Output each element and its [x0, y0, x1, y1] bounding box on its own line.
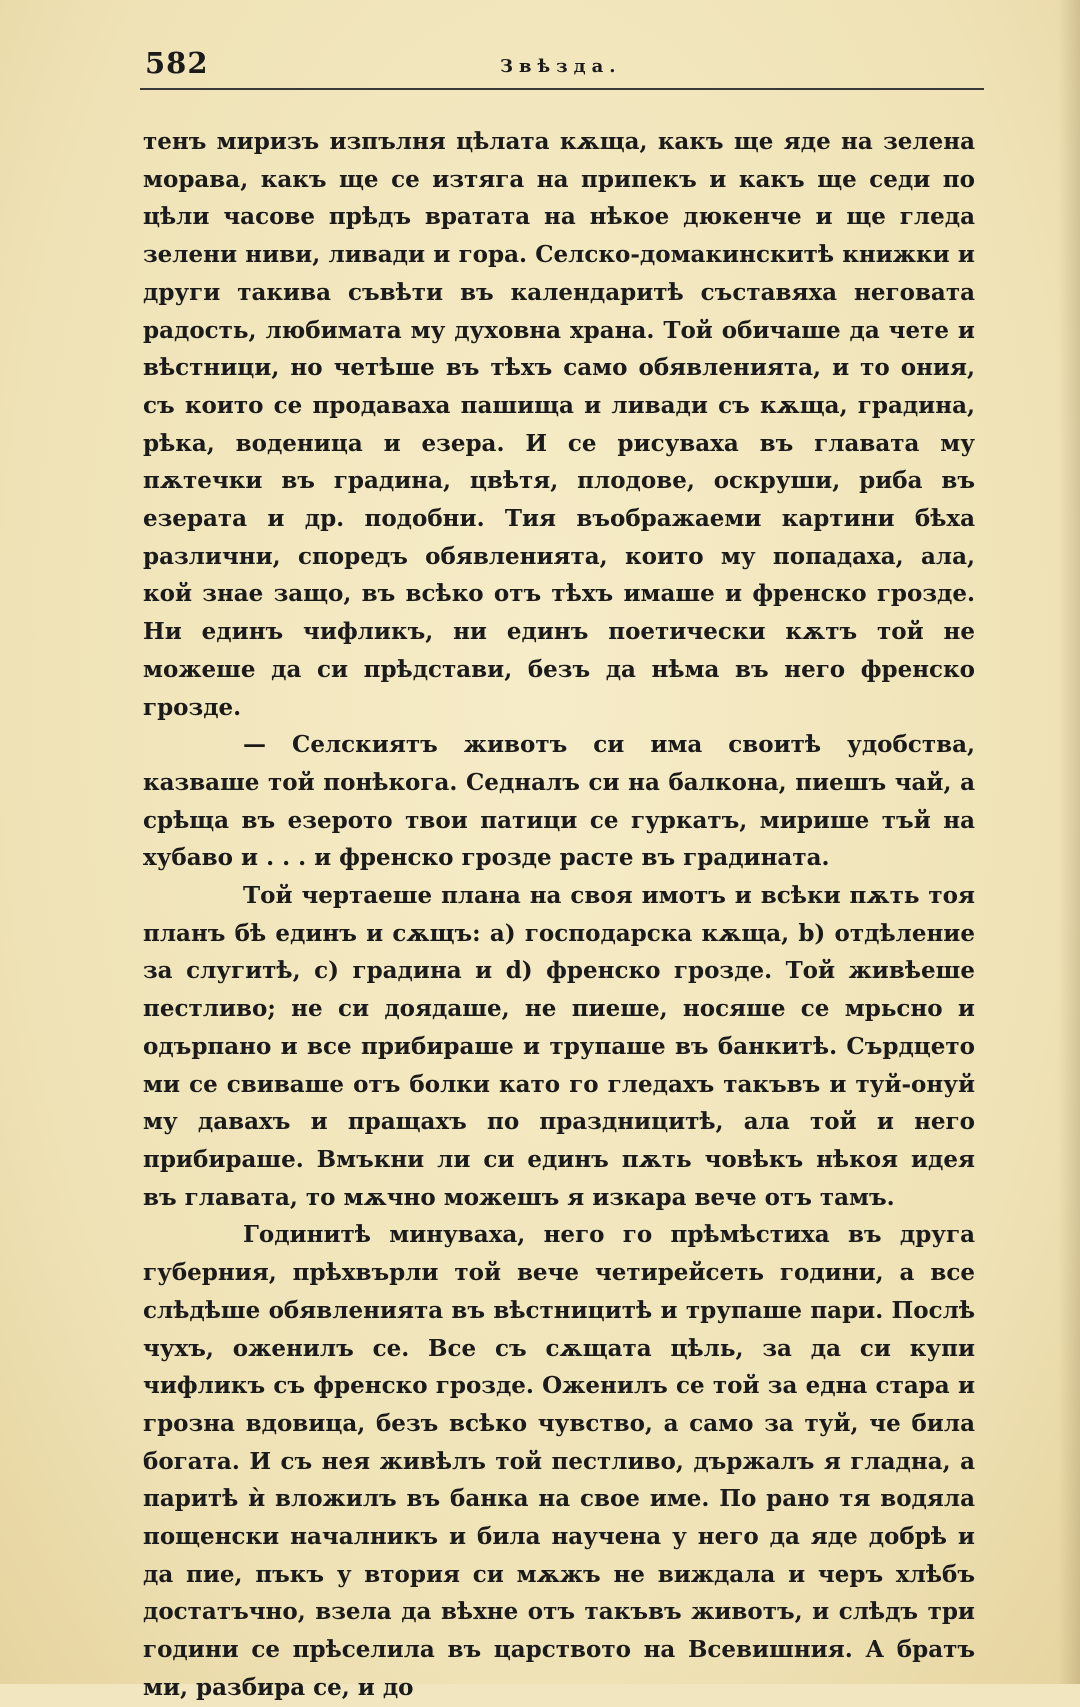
page-header	[145, 46, 979, 90]
header-rule	[140, 88, 984, 90]
page-edge-shadow	[1058, 0, 1080, 1684]
page-number: 582	[145, 46, 209, 80]
body-text	[143, 123, 975, 1707]
running-title: Звѣзда.	[500, 56, 622, 77]
paragraph-3: Той чертаеше плана на своя имотъ и всѣки пѫть тоя планъ бѣ единъ и сѫщъ: a) господарска кѫща, b) отдѣление за слугитѣ, c) градина и d) френско грозде. Той живѣеше пестливо; не си доядаше, не пиеше, носяше се мрьсно и одърпано и все прибираше и трупаше въ банкитѣ. Сърдцето ми се свиваше отъ болки като го гледахъ такъвъ и туй-онуй му давахъ и пращахъ по праздницитѣ, ала той и него прибираше. Вмъкни ли си единъ пѫть човѣкъ нѣкоя идея въ главата, то мѫчно можешъ я изкара вече отъ тамъ.	[143, 882, 975, 1211]
paragraph-2: — Селскиятъ животъ си има своитѣ удобства, казваше той понѣкога. Седналъ си на балкона, пиешъ чай, а срѣща въ езерото твои патици се гуркатъ, мирише тъй на хубаво и . . . и френско грозде расте въ градината.	[143, 731, 975, 872]
paragraph-4: Годинитѣ минуваха, него го прѣмѣстиха въ друга губерния, прѣхвърли той вече четирейсеть години, а все слѣдѣше обявленията въ вѣстницитѣ и трупаше пари. Послѣ чухъ, оженилъ се. Все съ сѫщата цѣль, за да си купи чифликъ съ френско грозде. Оженилъ се той за една стара и грозна вдовица, безъ всѣко чувство, а само за туй, че била богата. И съ нея живѣлъ той пестливо, държалъ я гладна, а паритѣ ѝ вложилъ въ банка на свое име. По рано тя водяла пощенски началникъ и била научена у него да яде добрѣ и да пие, пъкъ у втория си мѫжъ не виждала и черъ хлѣбъ достатъчно, взела да вѣхне отъ такъвъ животъ, и слѣдъ три години се прѣселила въ царството на Всевишния. А братъ ми, разбира се, и до	[143, 1221, 975, 1701]
paragraph-1: тенъ миризъ изпълня цѣлата кѫща, какъ ще яде на зелена морава, какъ ще се изтяга на припекъ и какъ ще седи по цѣли часове прѣдъ вратата на нѣкое дюкенче и ще гледа зелени ниви, ливади и гора. Селско-домакинскитѣ книжки и други такива съвѣти въ календаритѣ съставяха неговата радость, любимата му духовна храна. Той обичаше да чете и вѣстници, но четѣше въ тѣхъ само обявленията, и то ония, съ които се продаваха пашища и ливади съ кѫща, градина, рѣка, воденица и езера. И се рисуваха въ главата му пѫтечки въ градина, цвѣтя, плодове, оскруши, риба въ езерата и др. подобни. Тия въображаеми картини бѣха различни, споредъ обявленията, които му попадаха, ала, кой знае защо, въ всѣко отъ тѣхъ имаше и френско грозде. Ни единъ чифликъ, ни единъ поетически кѫтъ той не можеше да си прѣдстави, безъ да нѣма въ него френско грозде.	[143, 128, 975, 721]
